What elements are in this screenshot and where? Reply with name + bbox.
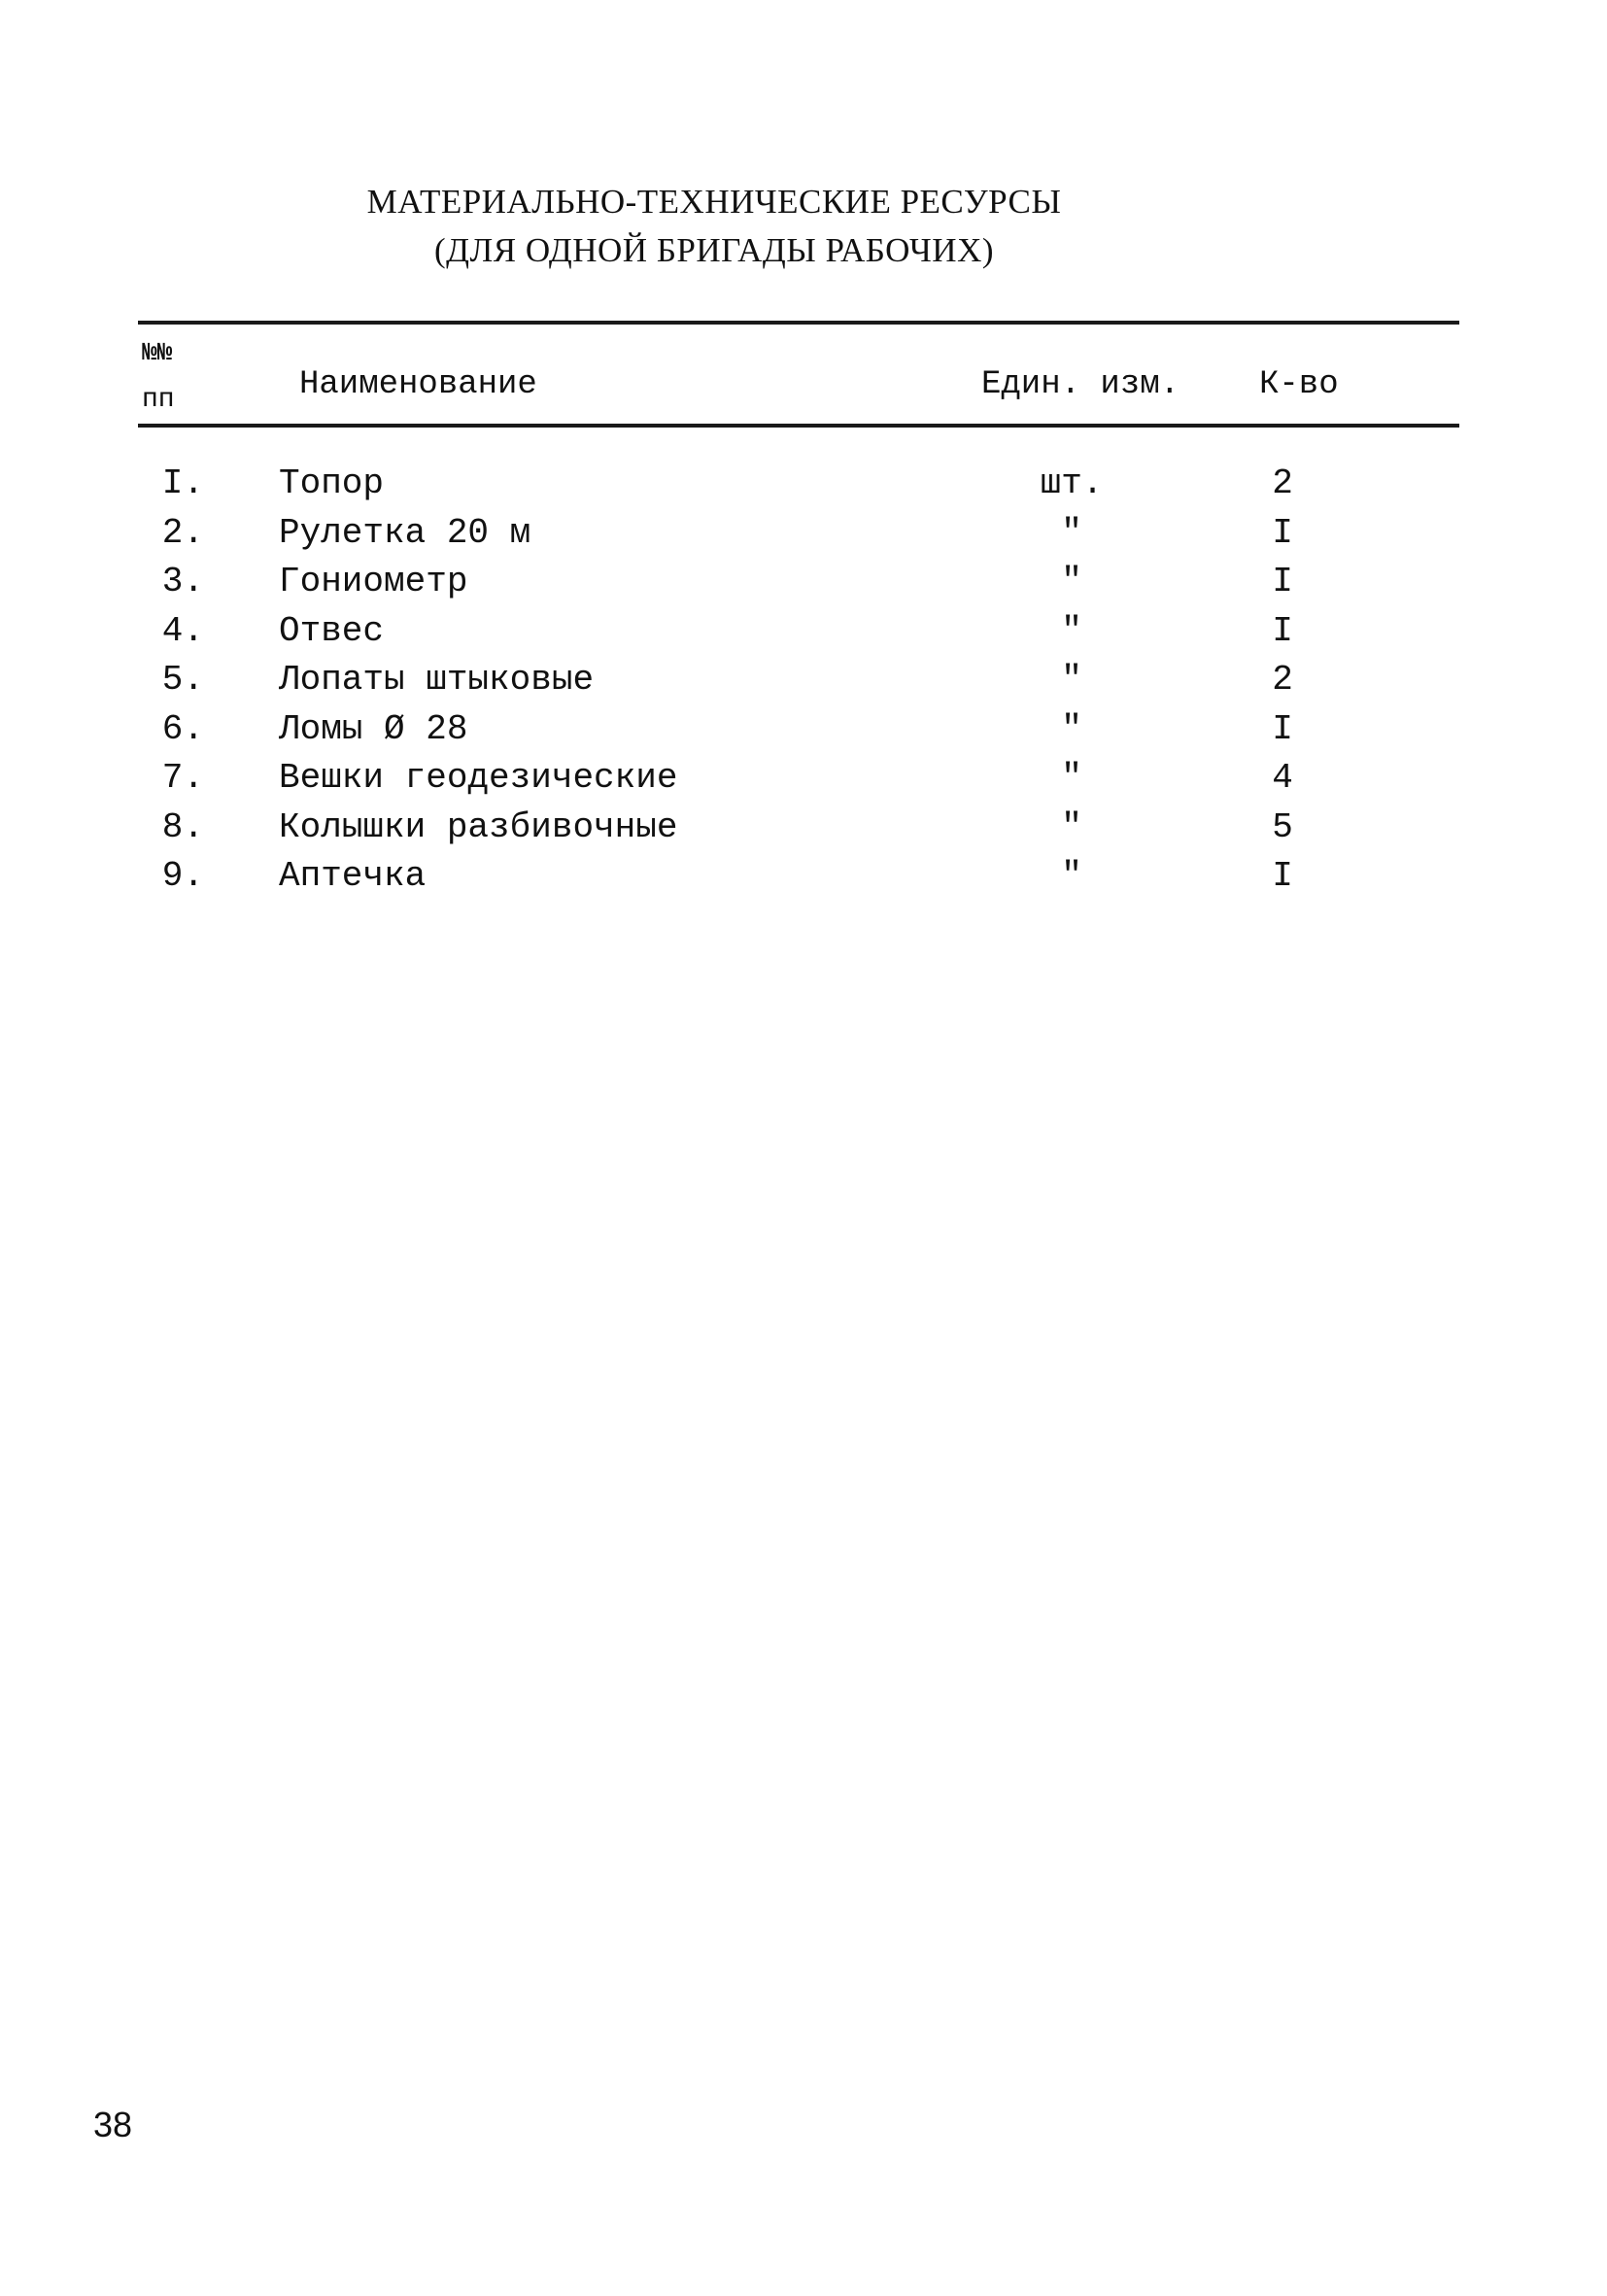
table-row (0, 708, 1607, 758)
row-number: I. (161, 463, 204, 503)
header-number-abbrev: пп (142, 385, 175, 415)
row-number: 2. (161, 512, 204, 553)
row-unit: " (1061, 512, 1082, 553)
row-number: 8. (161, 806, 204, 847)
row-name: Рулетка 20 м (279, 512, 531, 553)
row-quantity: I (1272, 562, 1293, 601)
header-number-symbol: №№ (142, 338, 173, 367)
row-number: 6. (161, 708, 204, 749)
row-quantity: 2 (1272, 660, 1293, 700)
row-unit: " (1061, 610, 1082, 651)
header-name: Наименование (299, 366, 537, 403)
row-number: 7. (161, 758, 204, 798)
header-quantity: К-во (1259, 366, 1339, 403)
row-number: 9. (161, 856, 204, 896)
row-name: Колышки разбивочные (279, 806, 678, 847)
row-quantity: I (1272, 512, 1293, 553)
table-row (0, 855, 1607, 905)
row-unit: " (1061, 856, 1082, 896)
row-name: Аптечка (279, 856, 427, 896)
row-number: 3. (161, 562, 204, 601)
row-unit: " (1061, 708, 1082, 749)
row-name: Топор (279, 463, 385, 503)
row-number: 5. (161, 660, 204, 700)
table-row (0, 806, 1607, 856)
table-row (0, 610, 1607, 660)
row-number: 4. (161, 610, 204, 651)
table-header-rule (138, 424, 1459, 428)
row-name: Вешки геодезические (279, 758, 678, 798)
table-row (0, 659, 1607, 708)
row-name: Отвес (279, 610, 385, 651)
page-number: 38 (93, 2105, 133, 2144)
row-unit: " (1061, 806, 1082, 847)
table-row (0, 757, 1607, 806)
row-unit: " (1061, 660, 1082, 700)
row-quantity: 4 (1272, 758, 1293, 798)
row-name: Ломы Ø 28 (279, 708, 468, 749)
document-title-line-1: МАТЕРИАЛЬНО-ТЕХНИЧЕСКИЕ РЕСУРСЫ (366, 183, 1062, 221)
row-quantity: I (1272, 856, 1293, 896)
table-row (0, 512, 1607, 562)
table-row (0, 463, 1607, 512)
table-row (0, 561, 1607, 610)
table-top-rule (138, 321, 1459, 325)
document-title-line-2: (ДЛЯ ОДНОЙ БРИГАДЫ РАБОЧИХ) (433, 231, 994, 269)
resource-table-body (0, 463, 1607, 905)
row-quantity: I (1272, 610, 1293, 651)
row-quantity: 2 (1272, 463, 1293, 503)
row-name: Гониометр (279, 562, 468, 601)
row-unit: шт. (1040, 463, 1104, 503)
header-unit: Един. изм. (981, 366, 1180, 403)
row-unit: " (1061, 562, 1082, 601)
row-quantity: I (1272, 708, 1293, 749)
row-name: Лопаты штыковые (279, 660, 595, 700)
row-quantity: 5 (1272, 806, 1293, 847)
row-unit: " (1061, 758, 1082, 798)
